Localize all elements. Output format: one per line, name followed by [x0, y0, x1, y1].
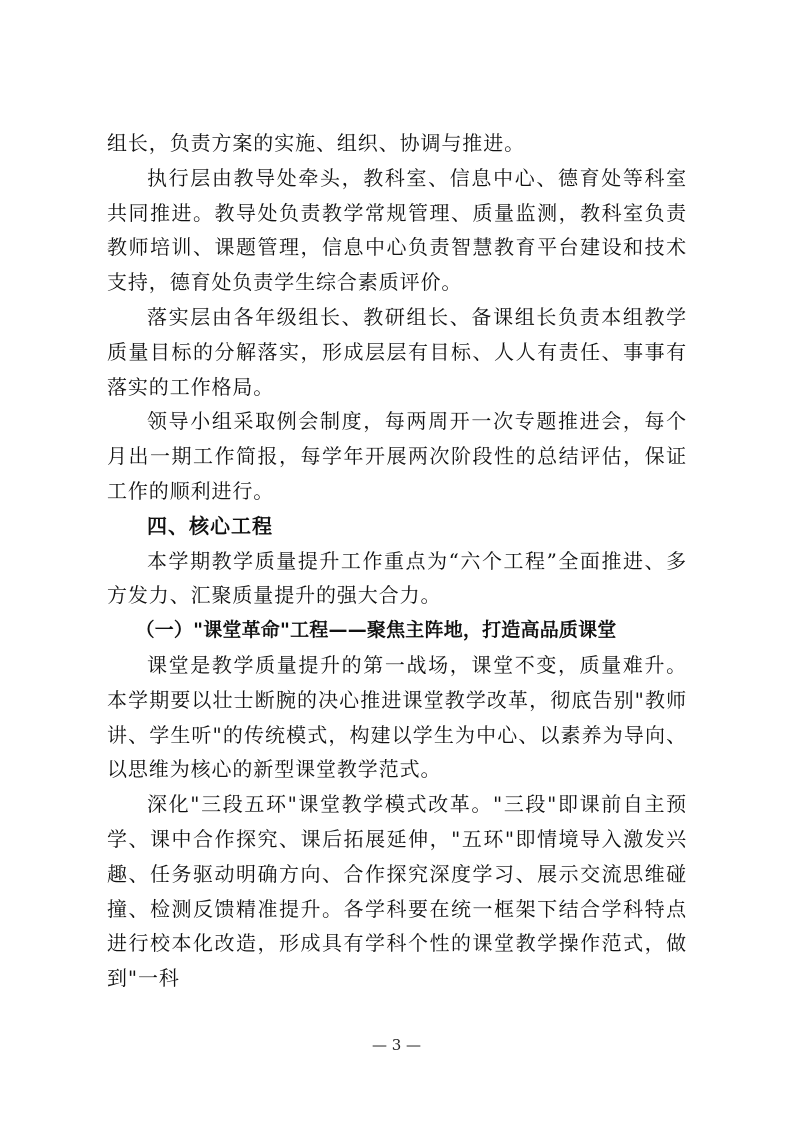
document-body [107, 126, 687, 996]
paragraph-continued: 组长，负责方案的实施、组织、协调与推进。 [107, 131, 525, 155]
paragraph-teaching-model: 深化"三段五环"课堂教学模式改革。"三段"即课前自主预学、课中合作探究、课后拓展延伸，"五环"即情境导入激发兴趣、任务驱动明确方向、合作探究深度学习、展示交流思维碰撞、检测反馈精准提升。各学科要在统一框架下结合学科特点进行校本化改造，形成具有学科个性的课堂教学操作范式，做到"一科 [107, 792, 687, 991]
page-number: — 3 — [371, 1036, 422, 1054]
section-heading: 四、核心工程 [147, 513, 273, 538]
section-intro: 本学期教学质量提升工作重点为“六个工程”全面推进、多方发力、汇聚质量提升的强大合力。 [107, 548, 687, 608]
paragraph-classroom: 课堂是教学质量提升的第一战场，课堂不变，质量难升。本学期要以壮士断腕的决心推进课堂教学改革，彻底告别"教师讲、学生听"的传统模式，构建以学生为中心、以素养为导向、以思维为核心的新型课堂教学范式。 [107, 652, 687, 782]
paragraph-implementation-layer: 落实层由各年级组长、教研组长、备课组长负责本组教学质量目标的分解落实，形成层层有目标、人人有责任、事事有落实的工作格局。 [107, 304, 687, 399]
paragraph-leadership-meetings: 领导小组采取例会制度，每两周开一次专题推进会，每个月出一期工作简报，每学年开展两次阶段性的总结评估，保证工作的顺利进行。 [107, 409, 687, 503]
subsection-heading: （一）"课堂革命"工程——聚焦主阵地，打造高品质课堂 [135, 619, 617, 642]
paragraph-execution-layer: 执行层由教导处牵头，教科室、信息中心、德育处等科室共同推进。教导处负责教学常规管理、质量监测，教科室负责教师培训、课题管理，信息中心负责智慧教育平台建设和技术支持，德育处负责学生综合素质评价。 [107, 165, 687, 295]
